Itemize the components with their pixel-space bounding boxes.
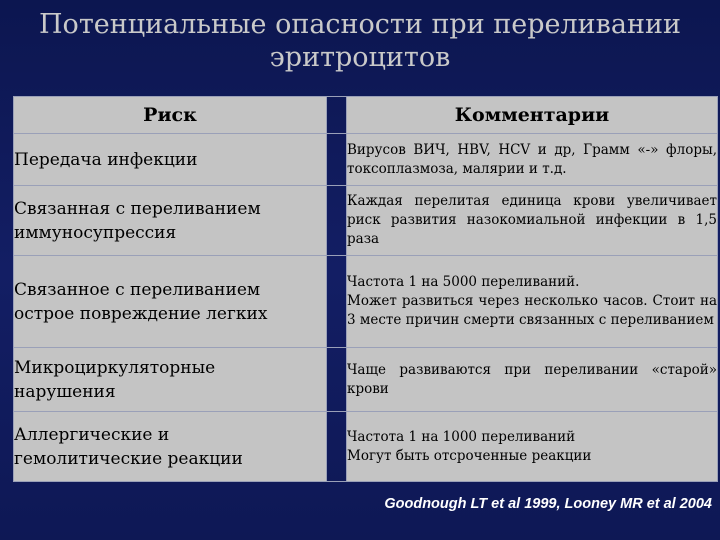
comment-text: Вирусов ВИЧ, HBV, HCV и др, Грамм «-» флоры, токсоплазмоза, малярии и т.д. xyxy=(347,141,717,177)
header-risk: Риск xyxy=(14,97,327,134)
comment-cell xyxy=(347,412,718,482)
comment-text: Могут быть отсроченные реакции xyxy=(347,447,592,464)
table-row xyxy=(14,134,718,186)
risk-text: острое повреждение легких xyxy=(14,303,268,324)
table-row xyxy=(14,348,718,412)
risk-cell xyxy=(14,186,327,256)
risk-text: Аллергические и xyxy=(14,424,170,445)
comment-cell xyxy=(347,186,718,256)
table-header-row xyxy=(14,97,718,134)
column-gap xyxy=(327,97,347,134)
risk-text: Микроциркуляторные xyxy=(14,357,216,378)
table-row xyxy=(14,256,718,348)
comment-text: Чаще развиваются при переливании «старой» крови xyxy=(347,361,717,397)
risk-cell xyxy=(14,134,327,186)
comment-text: Каждая перелитая единица крови увеличивает риск развития назокомиальной инфекции в 1,5 раза xyxy=(347,193,717,247)
slide-title-line-1: Потенциальные опасности при переливании xyxy=(39,9,681,40)
risk-text: гемолитические реакции xyxy=(14,448,243,469)
risk-text: иммуносупрессия xyxy=(14,222,177,243)
risk-cell xyxy=(14,412,327,482)
risk-text: Связанное с переливанием xyxy=(14,279,261,300)
citation: Goodnough LT et al 1999, Looney MR et al 2004 xyxy=(384,496,712,512)
risk-text: Связанная с переливанием xyxy=(14,198,261,219)
comment-text: Частота 1 на 1000 переливаний xyxy=(347,428,576,445)
column-gap xyxy=(327,412,347,482)
column-gap xyxy=(327,256,347,348)
risk-table xyxy=(13,96,718,482)
comment-cell xyxy=(347,134,718,186)
risk-cell xyxy=(14,256,327,348)
comment-cell xyxy=(347,256,718,348)
risk-cell xyxy=(14,348,327,412)
table-row xyxy=(14,412,718,482)
slide-title-line-2: эритроцитов xyxy=(269,42,451,73)
risk-text: Передача инфекции xyxy=(14,149,198,170)
header-comment: Комментарии xyxy=(347,97,718,134)
comment-cell xyxy=(347,348,718,412)
slide-title xyxy=(0,8,720,74)
risk-text: нарушения xyxy=(14,381,116,402)
column-gap xyxy=(327,348,347,412)
table-row xyxy=(14,186,718,256)
comment-text: Частота 1 на 5000 переливаний. xyxy=(347,274,580,290)
comment-text: Может развиться через несколько часов. Стоит на 3 месте причин смерти связанных с переливанием xyxy=(347,293,717,328)
column-gap xyxy=(327,186,347,256)
column-gap xyxy=(327,134,347,186)
